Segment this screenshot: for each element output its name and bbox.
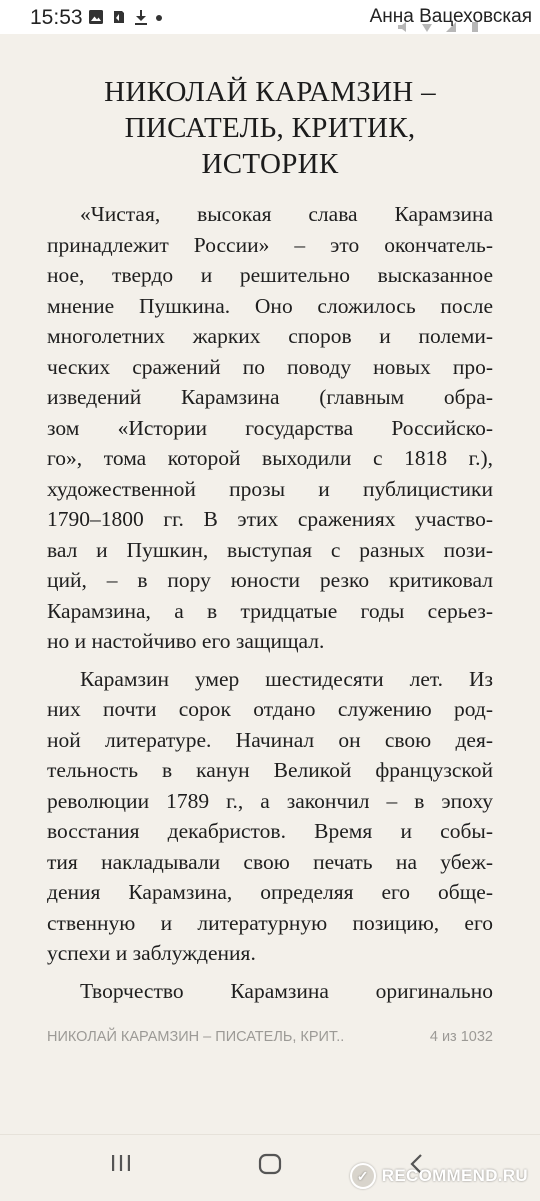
text-line: вал и Пушкин, выступая с разных пози- [47,537,493,562]
chapter-title [48,74,492,182]
text-line: ций, – в пору юности резко критиковал [47,568,493,592]
status-user-name: Анна Вацеховская [369,6,532,27]
status-time: 15:53 [30,6,83,29]
text-line: Творчество Карамзина оригинально [80,978,493,1003]
text-line: го», тома которой выходили с 1818 г.), [47,446,493,470]
recent-apps-icon [110,1153,132,1173]
text-line: революции 1789 г., а закончил – в эпоху [47,788,493,813]
text-line: тельность в канун Великой французской [47,758,493,782]
paragraph [47,976,493,1007]
chapter-title-line: ИСТОРИК [201,148,339,180]
text-line: них почти сорок отдано служению род- [47,697,493,721]
footer-chapter-title: НИКОЛАЙ КАРАМЗИН – ПИСАТЕЛЬ, КРИТ.. [47,1029,345,1045]
text-line: ческих сражений по поводу новых про- [47,354,493,379]
text-line: изведений Карамзина (главным обра- [47,385,493,409]
text-line: успехи и заблуждения. [47,941,256,965]
text-line: тия накладывали свою печать на убеж- [47,849,493,874]
reader-footer [47,1029,493,1045]
text-line: принадлежит России» – это окончатель- [47,232,493,257]
text-line: зом «Истории государства Российско- [47,415,493,440]
reader-page[interactable] [0,34,540,1134]
paragraph [47,199,493,657]
chapter-title-line: НИКОЛАЙ КАРАМЗИН – [104,76,436,108]
text-line: восстания декабристов. Время и собы- [47,819,493,843]
text-line: ной литературе. Начинал он свою дея- [47,727,493,752]
recent-apps-button[interactable] [110,1153,132,1178]
home-icon [258,1153,282,1175]
text-line: дения Карамзина, определяя его обще- [47,880,493,904]
text-line: многолетних жарких споров и полеми- [47,324,493,348]
watermark-text: RECOMMEND.RU [381,1166,528,1185]
text-line: мнение Пушкина. Оно сложилось после [47,293,493,318]
book-icon [111,9,127,25]
text-line: «Чистая, высокая слава Карамзина [80,202,493,226]
paragraph [47,664,493,969]
text-line: ственную и литературную позицию, его [47,910,493,935]
text-line: ное, твердо и решительно высказанное [47,263,493,287]
watermark [350,1163,528,1189]
text-line: но и настойчиво его защищал. [47,629,325,653]
notification-icons [88,7,163,27]
text-line: 1790–1800 гг. В этих сражениях участво- [47,507,493,531]
dot-icon [155,9,163,25]
text-line: Карамзин умер шестидесяти лет. Из [80,666,493,691]
chapter-title-line: ПИСАТЕЛЬ, КРИТИК, [124,112,416,144]
page-counter: 4 из 1032 [429,1029,493,1045]
navigation-bar [0,1134,540,1201]
watermark-logo-icon: ✓ [350,1163,376,1189]
image-icon [88,9,104,25]
home-button[interactable] [258,1153,282,1180]
text-line: Карамзина, а в тридцатые годы серьез- [47,598,493,623]
status-bar [0,0,540,34]
text-line: художественной прозы и публицистики [47,476,493,501]
book-text [47,199,493,1013]
download-icon [134,9,148,25]
